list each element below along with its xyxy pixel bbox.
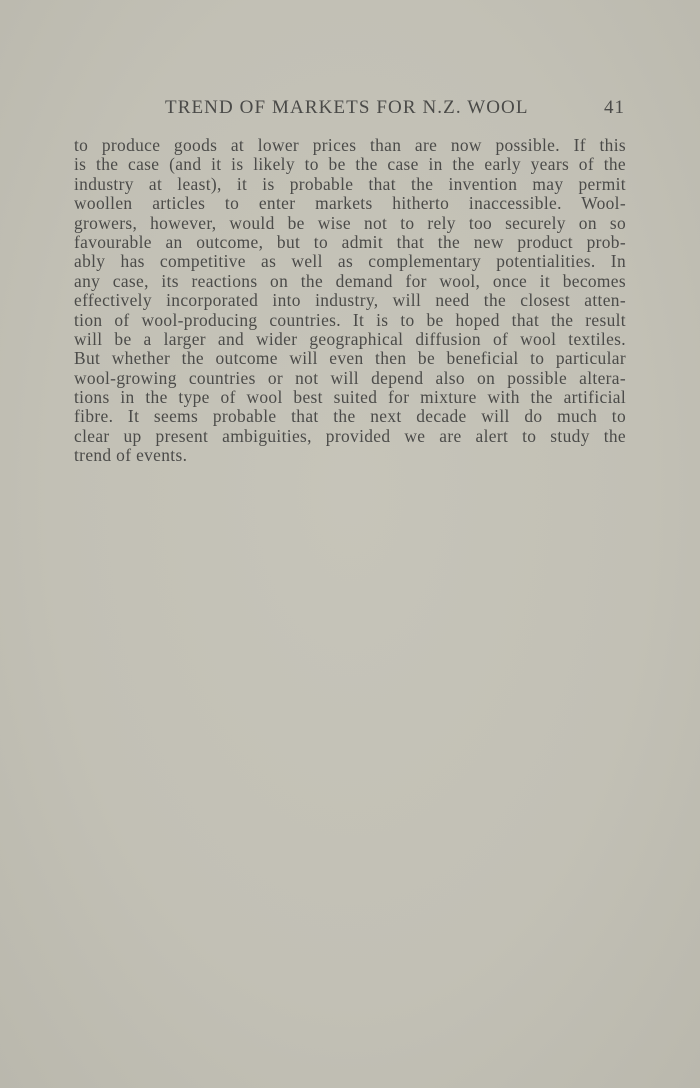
text-line: is the case (and it is likely to be the case in the early years of the <box>74 154 626 175</box>
text-line: will be a larger and wider geographical diffusion of wool textiles. <box>74 328 626 349</box>
body-paragraph <box>74 136 626 466</box>
text-line: to produce goods at lower prices than are now possible. If this <box>74 135 626 155</box>
text-line: But whether the outcome will even then be beneficial to particular <box>74 348 626 369</box>
text-line: ably has competitive as well as complementary potentialities. In <box>74 251 626 272</box>
text-line: wool-growing countries or not will depend also on possible altera- <box>74 367 626 388</box>
text-line: woollen articles to enter markets hitherto inaccessible. Wool- <box>74 193 626 214</box>
text-line: clear up present ambiguities, provided we are alert to study the <box>74 425 626 446</box>
text-line: effectively incorporated into industry, will need the closest atten- <box>74 290 626 311</box>
running-head: TREND OF MARKETS FOR N.Z. WOOL <box>165 97 529 118</box>
text-line: trend of events. <box>74 445 188 466</box>
text-line: growers, however, would be wise not to rely too securely on so <box>74 212 626 233</box>
page-header <box>75 97 625 123</box>
page-number: 41 <box>604 97 625 118</box>
text-line: tions in the type of wool best suited for mixture with the artificial <box>74 387 626 408</box>
text-line: tion of wool-producing countries. It is to be hoped that the result <box>74 309 626 330</box>
text-line: any case, its reactions on the demand for wool, once it becomes <box>74 270 626 291</box>
text-line: favourable an outcome, but to admit that the new product prob- <box>74 231 626 252</box>
text-line: fibre. It seems probable that the next decade will do much to <box>74 406 626 427</box>
text-line: industry at least), it is probable that the invention may permit <box>74 173 626 194</box>
